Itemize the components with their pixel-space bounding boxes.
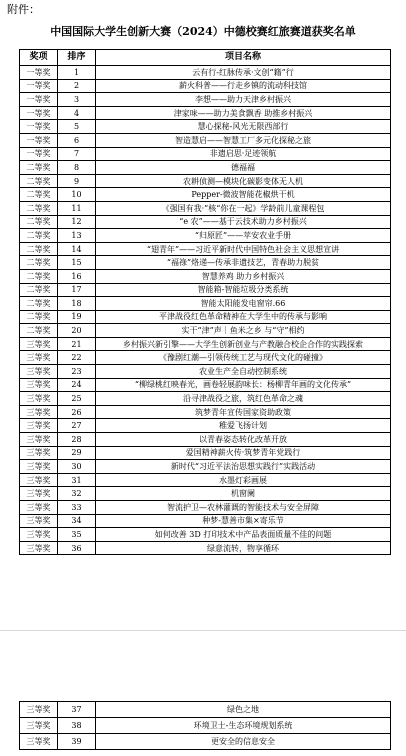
award-cell: 三等奖 xyxy=(20,473,58,487)
award-cell: 二等奖 xyxy=(20,229,58,243)
rank-cell: 16 xyxy=(58,269,96,283)
award-cell: 三等奖 xyxy=(20,734,58,750)
table-row xyxy=(20,460,391,474)
project-name-cell: 平津战役红色革命精神在大学生中的传承与影响 xyxy=(96,310,391,324)
rank-cell: 39 xyxy=(58,734,96,750)
award-cell: 二等奖 xyxy=(20,161,58,175)
rank-cell: 2 xyxy=(58,79,96,93)
table-row xyxy=(20,541,391,555)
project-name-cell: 如何改善 3D 打印技术中产品表面质量不佳的问题 xyxy=(96,528,391,542)
awards-table-continued xyxy=(19,701,391,750)
award-cell: 三等奖 xyxy=(20,702,58,718)
table-row xyxy=(20,378,391,392)
award-cell: 二等奖 xyxy=(20,174,58,188)
table-row xyxy=(20,242,391,256)
award-cell: 三等奖 xyxy=(20,392,58,406)
rank-cell: 35 xyxy=(58,528,96,542)
award-cell: 三等奖 xyxy=(20,433,58,447)
award-cell: 三等奖 xyxy=(20,528,58,542)
project-name-cell: 农业生产全自动控制系统 xyxy=(96,365,391,379)
project-name-cell: 李想——助力天津乡村振兴 xyxy=(96,93,391,107)
table-row xyxy=(20,229,391,243)
project-name-cell: 非遗启思·足迹领航 xyxy=(96,147,391,161)
award-cell: 三等奖 xyxy=(20,419,58,433)
header-project-name: 项目名称 xyxy=(96,50,391,66)
award-cell: 二等奖 xyxy=(20,242,58,256)
table-row xyxy=(20,337,391,351)
rank-cell: 38 xyxy=(58,718,96,734)
attachment-label: 附件： xyxy=(7,3,40,16)
table-row xyxy=(20,256,391,270)
award-cell: 三等奖 xyxy=(20,446,58,460)
rank-cell: 10 xyxy=(58,188,96,202)
project-name-cell: 以青春姿态转化改革开放 xyxy=(96,433,391,447)
project-name-cell: 绿意流转，物享循环 xyxy=(96,541,391,555)
page-break-rule xyxy=(0,630,406,631)
award-cell: 二等奖 xyxy=(20,188,58,202)
award-cell: 三等奖 xyxy=(20,501,58,515)
table-row xyxy=(20,106,391,120)
rank-cell: 30 xyxy=(58,460,96,474)
award-cell: 二等奖 xyxy=(20,297,58,311)
table-row xyxy=(20,718,391,734)
project-name-cell: 《强国有我·”核“你在一起》学龄前儿童课程包 xyxy=(96,201,391,215)
award-cell: 三等奖 xyxy=(20,514,58,528)
project-name-cell: 沿寻津战役之旅，筑红色革命之魂 xyxy=(96,392,391,406)
rank-cell: 23 xyxy=(58,365,96,379)
table-row xyxy=(20,120,391,134)
award-cell: 三等奖 xyxy=(20,460,58,474)
table-row xyxy=(20,351,391,365)
rank-cell: 7 xyxy=(58,147,96,161)
awards-table xyxy=(19,49,391,555)
award-cell: 二等奖 xyxy=(20,215,58,229)
table-row xyxy=(20,133,391,147)
award-cell: 二等奖 xyxy=(20,324,58,338)
table-row xyxy=(20,487,391,501)
rank-cell: 32 xyxy=(58,487,96,501)
award-cell: 二等奖 xyxy=(20,310,58,324)
project-name-cell: 农耕侦测—模块化碳影变体无人机 xyxy=(96,174,391,188)
rank-cell: 9 xyxy=(58,174,96,188)
project-name-cell: 机窗阑 xyxy=(96,487,391,501)
table-row xyxy=(20,174,391,188)
table-row xyxy=(20,324,391,338)
table-row xyxy=(20,419,391,433)
project-name-cell: 智能箱-智能垃圾分类系统 xyxy=(96,283,391,297)
rank-cell: 6 xyxy=(58,133,96,147)
project-name-cell: 薪火科普——行走乡镇的流动科技馆 xyxy=(96,79,391,93)
rank-cell: 12 xyxy=(58,215,96,229)
rank-cell: 34 xyxy=(58,514,96,528)
project-name-cell: 爱国精神薪火传·筑梦青年党践行 xyxy=(96,446,391,460)
award-cell: 三等奖 xyxy=(20,365,58,379)
award-cell: 一等奖 xyxy=(20,120,58,134)
table-row xyxy=(20,66,391,80)
table-row xyxy=(20,188,391,202)
page-break-gap xyxy=(0,578,406,700)
project-name-cell: 智慧养鸡 助力乡村振兴 xyxy=(96,269,391,283)
award-cell: 三等奖 xyxy=(20,487,58,501)
table-row xyxy=(20,215,391,229)
table-row xyxy=(20,702,391,718)
project-name-cell: 环境卫士-生态环境规划系统 xyxy=(96,718,391,734)
table-row xyxy=(20,310,391,324)
rank-cell: 21 xyxy=(58,337,96,351)
table-row xyxy=(20,269,391,283)
project-name-cell: 稚爱飞扬计划 xyxy=(96,419,391,433)
rank-cell: 26 xyxy=(58,405,96,419)
rank-cell: 29 xyxy=(58,446,96,460)
rank-cell: 20 xyxy=(58,324,96,338)
project-name-cell: 实干“津”声｜鱼米之乡 与“守”相约 xyxy=(96,324,391,338)
table-row xyxy=(20,433,391,447)
table-row xyxy=(20,147,391,161)
rank-cell: 19 xyxy=(58,310,96,324)
award-cell: 三等奖 xyxy=(20,718,58,734)
award-cell: 一等奖 xyxy=(20,93,58,107)
rank-cell: 14 xyxy=(58,242,96,256)
project-name-cell: 绿色之地 xyxy=(96,702,391,718)
project-name-cell: 慧心探秘-风光无限西部行 xyxy=(96,120,391,134)
rank-cell: 1 xyxy=(58,66,96,80)
page-title: 中国国际大学生创新大赛（2024）中德校赛红旅赛道获奖名单 xyxy=(50,25,356,38)
project-name-cell: 智造慧启——智慧工厂多元化探秘之旅 xyxy=(96,133,391,147)
rank-cell: 37 xyxy=(58,702,96,718)
table-header-row xyxy=(20,50,391,66)
rank-cell: 36 xyxy=(58,541,96,555)
award-cell: 一等奖 xyxy=(20,106,58,120)
table-row xyxy=(20,201,391,215)
table-row xyxy=(20,501,391,515)
project-name-cell: 智能太阳能发电窗帘.66 xyxy=(96,297,391,311)
award-cell: 三等奖 xyxy=(20,541,58,555)
project-name-cell: 新时代“习近平法治思想实践行”实践活动 xyxy=(96,460,391,474)
rank-cell: 28 xyxy=(58,433,96,447)
award-cell: 三等奖 xyxy=(20,337,58,351)
project-name-cell: 《豫剧红潮—引领传统工艺与现代文化的碰撞》 xyxy=(96,351,391,365)
rank-cell: 27 xyxy=(58,419,96,433)
table-row xyxy=(20,297,391,311)
award-cell: 一等奖 xyxy=(20,133,58,147)
award-cell: 一等奖 xyxy=(20,79,58,93)
table-row xyxy=(20,528,391,542)
project-name-cell: 云有行-红脉传承·文创“籍”行 xyxy=(96,66,391,80)
rank-cell: 3 xyxy=(58,93,96,107)
project-name-cell: 筑梦青年宣传国家资助政策 xyxy=(96,405,391,419)
project-name-cell: “e 农”——基于云技术助力乡村振兴 xyxy=(96,215,391,229)
project-name-cell: 德福福 xyxy=(96,161,391,175)
project-name-cell: “福祿”烙递—传承非遗技艺，青春助力脱贫 xyxy=(96,256,391,270)
project-name-cell: “柳绿桃红映春光，画卷轻展韵味长：杨柳青年画的文化传承” xyxy=(96,378,391,392)
award-cell: 一等奖 xyxy=(20,66,58,80)
rank-cell: 11 xyxy=(58,201,96,215)
rank-cell: 18 xyxy=(58,297,96,311)
table-row xyxy=(20,283,391,297)
project-name-cell: 水墨灯彩画展 xyxy=(96,473,391,487)
award-cell: 一等奖 xyxy=(20,147,58,161)
rank-cell: 4 xyxy=(58,106,96,120)
project-name-cell: 乡村振兴新引擎——大学生创新创业与产教融合校企合作的实践探索 xyxy=(96,337,391,351)
header-award: 奖项 xyxy=(20,50,58,66)
table-row xyxy=(20,365,391,379)
rank-cell: 13 xyxy=(58,229,96,243)
award-cell: 三等奖 xyxy=(20,351,58,365)
table-row xyxy=(20,473,391,487)
award-cell: 三等奖 xyxy=(20,405,58,419)
rank-cell: 17 xyxy=(58,283,96,297)
award-cell: 二等奖 xyxy=(20,256,58,270)
table-row xyxy=(20,161,391,175)
project-name-cell: “翅青年”——习近平新时代中国特色社会主义思想宣讲 xyxy=(96,242,391,256)
rank-cell: 25 xyxy=(58,392,96,406)
project-name-cell: 智流护卫—农林灌溉的智能技术与安全屏障 xyxy=(96,501,391,515)
rank-cell: 24 xyxy=(58,378,96,392)
table-row xyxy=(20,392,391,406)
project-name-cell: 种梦-慧善市集×寄乐节 xyxy=(96,514,391,528)
table-row xyxy=(20,405,391,419)
project-name-cell: “归原匠”——苹安农业手册 xyxy=(96,229,391,243)
award-cell: 二等奖 xyxy=(20,269,58,283)
award-cell: 二等奖 xyxy=(20,283,58,297)
table-row xyxy=(20,79,391,93)
header-rank: 排序 xyxy=(58,50,96,66)
table-row xyxy=(20,734,391,750)
rank-cell: 31 xyxy=(58,473,96,487)
table-row xyxy=(20,514,391,528)
rank-cell: 8 xyxy=(58,161,96,175)
award-cell: 三等奖 xyxy=(20,378,58,392)
table-row xyxy=(20,446,391,460)
project-name-cell: Pepper-微波智能花椒烘干机 xyxy=(96,188,391,202)
rank-cell: 22 xyxy=(58,351,96,365)
rank-cell: 33 xyxy=(58,501,96,515)
award-cell: 二等奖 xyxy=(20,201,58,215)
rank-cell: 15 xyxy=(58,256,96,270)
rank-cell: 5 xyxy=(58,120,96,134)
project-name-cell: 津家味——助力美食飘香 助推乡村振兴 xyxy=(96,106,391,120)
table-row xyxy=(20,93,391,107)
project-name-cell: 更安全的信息安全 xyxy=(96,734,391,750)
